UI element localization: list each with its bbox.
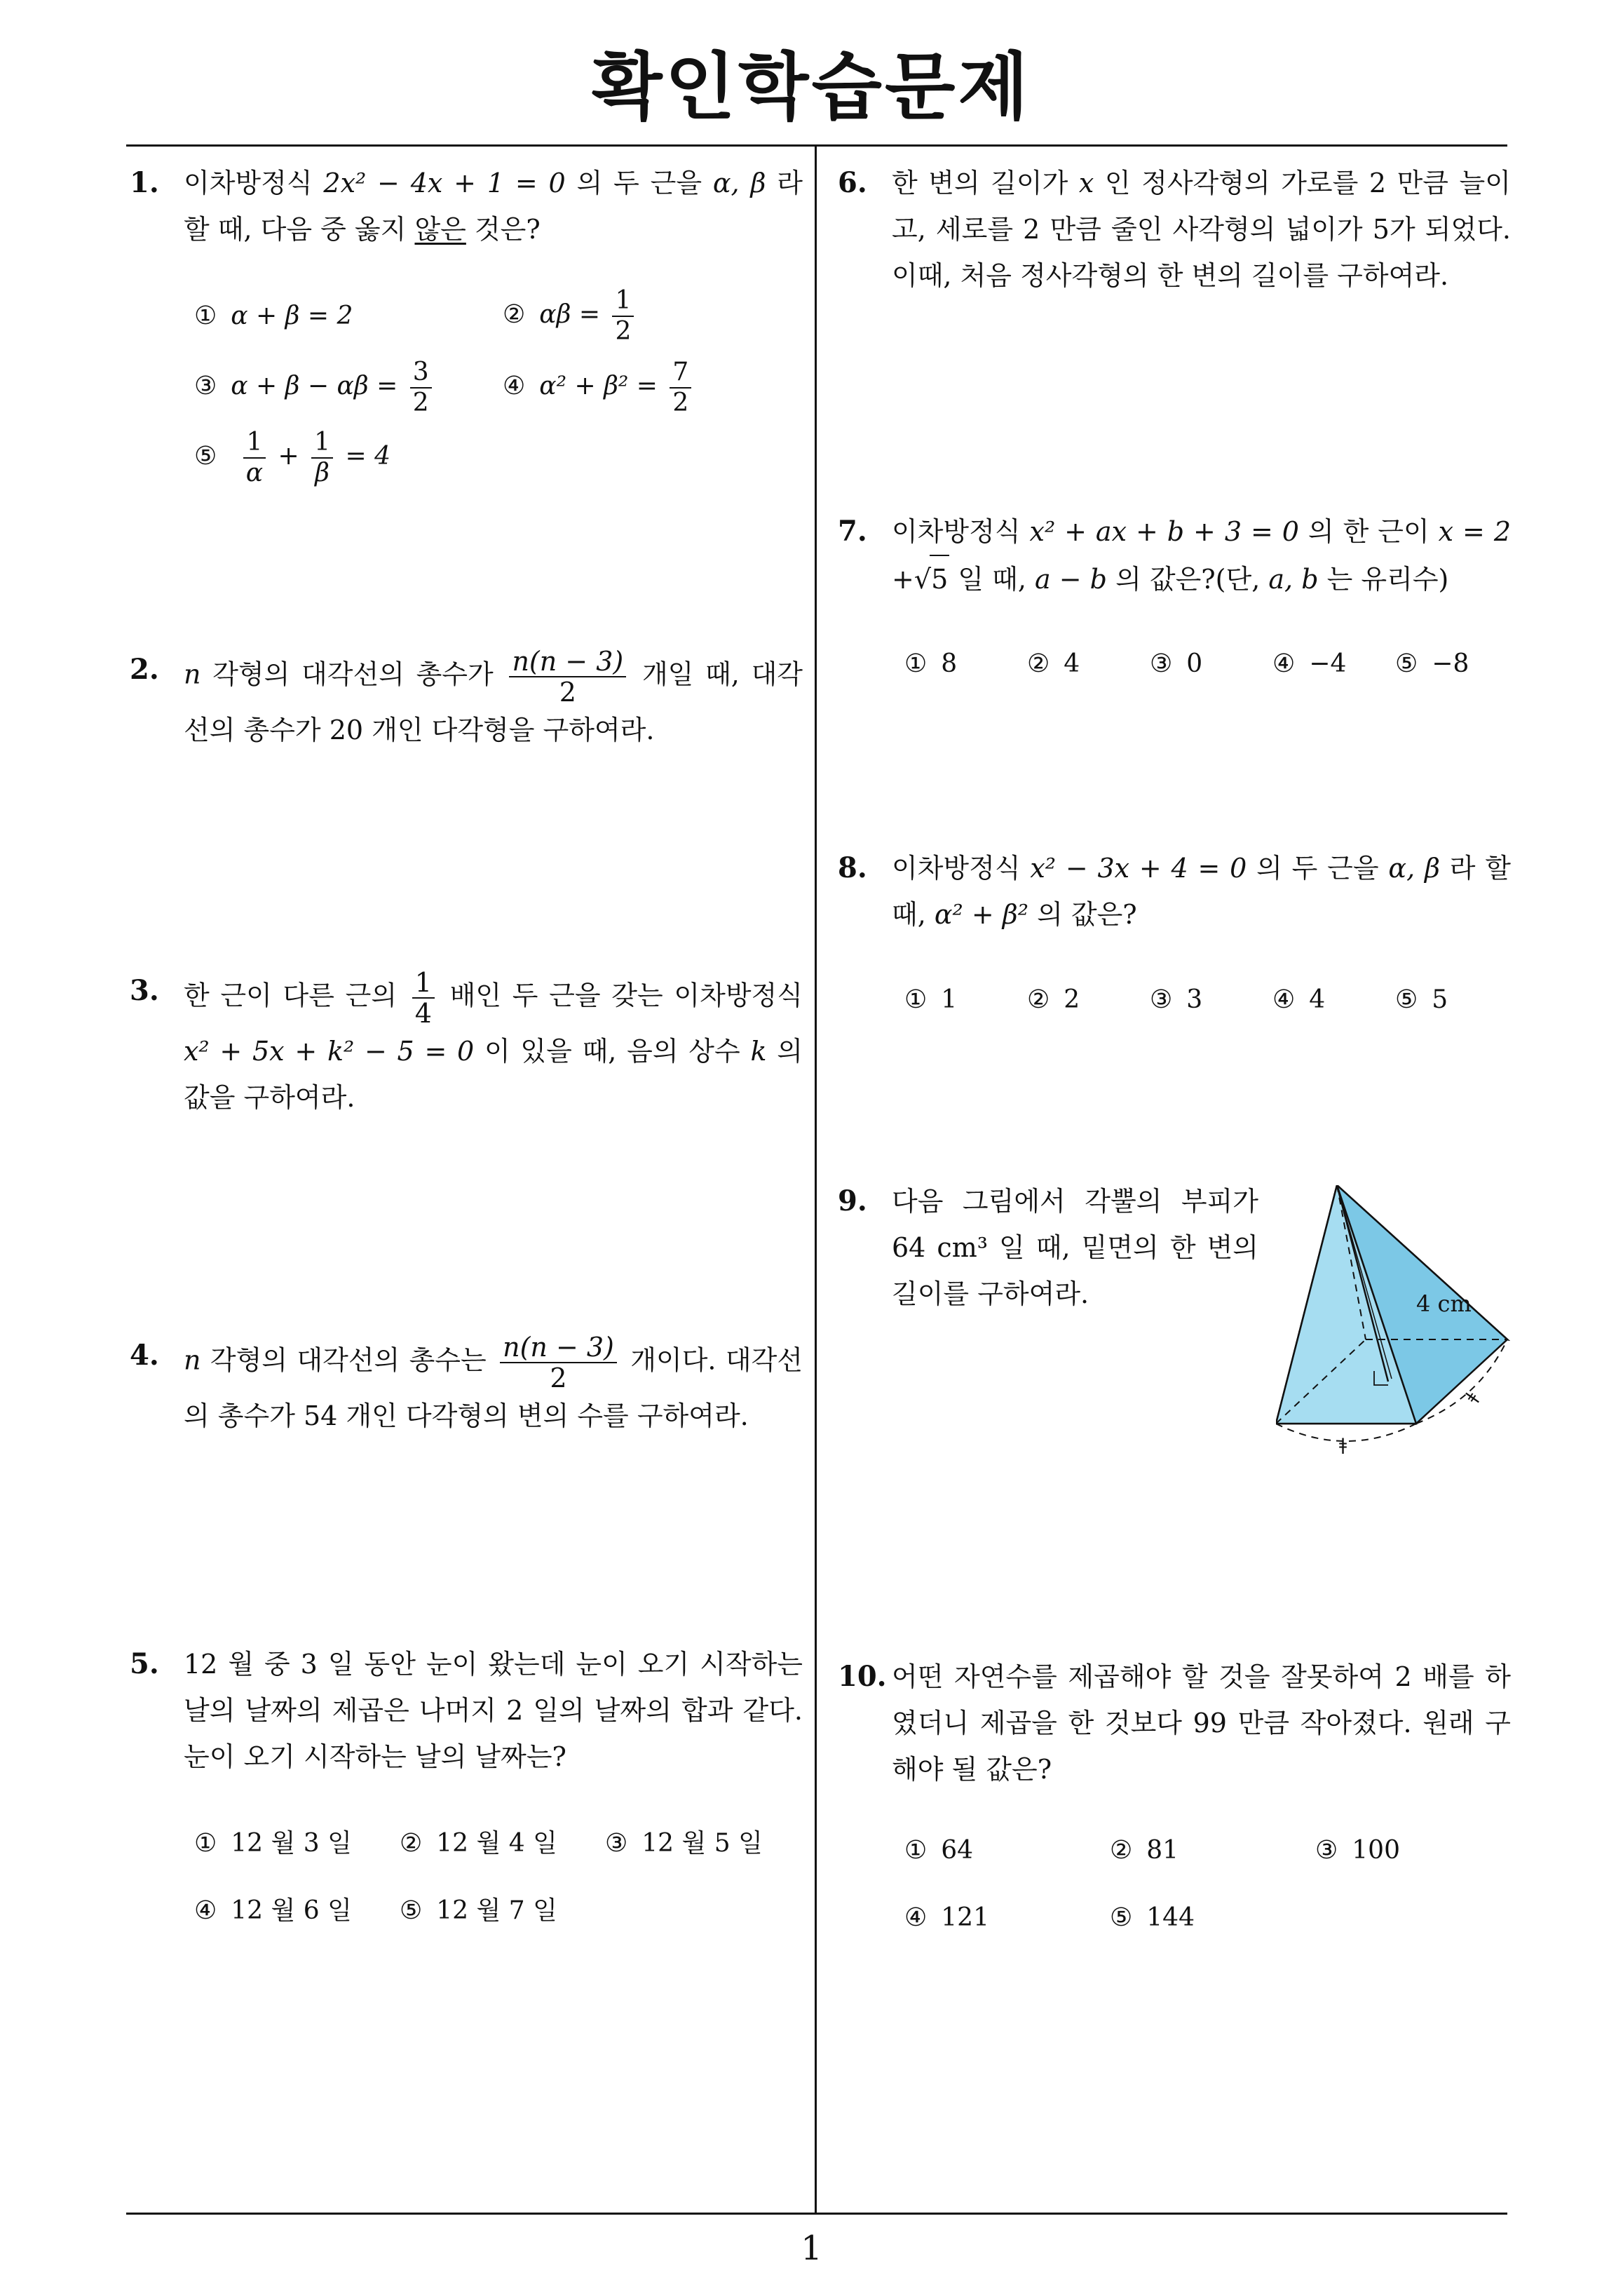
question-7-options xyxy=(904,649,1507,691)
question-text: 다음 그림에서 각뿔의 부피가 64 cm³ 일 때, 밑면의 한 변의 길이를 구하여라. xyxy=(892,1186,1258,1309)
option-4[interactable]: ④ 4 xyxy=(1272,985,1326,1014)
option-5[interactable]: ⑤ 12 월 7 일 xyxy=(400,1896,557,1925)
question-1 xyxy=(130,160,803,252)
tick-mark: ǂ xyxy=(1460,1388,1482,1406)
option-5[interactable]: ⑤ $\frac{1}{\alpha}$ + $\frac{1}{\beta}$ = 4 xyxy=(194,428,391,487)
fraction: $\frac{1}{4}$ xyxy=(412,968,435,1028)
fraction: $\frac{n(n - 3)}{2}$ xyxy=(509,647,626,707)
question-10 xyxy=(838,1654,1511,1792)
question-text: 어떤 자연수를 제곱해야 할 것을 잘못하여 2 배를 하였더니 제곱을 한 것보다 99 만큼 작아졌다. 원래 구해야 될 값은? xyxy=(892,1661,1511,1785)
question-number: 3. xyxy=(130,974,159,1007)
question-number: 2. xyxy=(130,653,159,686)
equation: x² + ax + b + 3 = 0 xyxy=(1029,516,1299,547)
question-8 xyxy=(838,845,1511,938)
option-2[interactable]: ② 2 xyxy=(1027,985,1080,1014)
footer-rule xyxy=(126,2213,1507,2215)
equation: 2x² − 4x + 1 = 0 xyxy=(323,168,566,198)
option-4[interactable]: ④ −4 xyxy=(1272,649,1347,678)
option-1[interactable]: ① α + β = 2 xyxy=(194,302,353,330)
question-2 xyxy=(130,647,803,753)
question-number: 1. xyxy=(130,166,159,199)
option-2[interactable]: ② 4 xyxy=(1027,649,1080,678)
question-number: 6. xyxy=(838,166,867,199)
height-label: 4 cm xyxy=(1416,1290,1472,1317)
fraction: $\frac{n(n - 3)}{2}$ xyxy=(500,1332,617,1393)
option-5[interactable]: ⑤ 144 xyxy=(1110,1903,1195,1932)
option-1[interactable]: ① 64 xyxy=(904,1836,974,1865)
question-number: 5. xyxy=(130,1647,159,1680)
question-text: 한 근이 다른 근의 $\frac{1}{4}$ 배인 두 근을 갖는 이차방정식 x² + 5x + k² − 5 = 0 이 있을 때, 음의 상수 k 의 값을 구하여라. xyxy=(184,967,803,1113)
option-4[interactable]: ④ 121 xyxy=(904,1903,989,1932)
page-number: 1 xyxy=(801,2229,822,2268)
question-6 xyxy=(838,160,1511,299)
question-text: 한 변의 길이가 x 인 정사각형의 가로를 2 만큼 늘이고, 세로를 2 만큼 줄인 사각형의 넓이가 5가 되었다. 이때, 처음 정사각형의 한 변의 길이를 구하여라. xyxy=(892,168,1511,291)
question-text: 이차방정식 x² + ax + b + 3 = 0 의 한 근이 x = 2 +√5 일 때, a − b 의 값은?(단, a, b 는 유리수) xyxy=(892,508,1511,602)
question-text: n 각형의 대각선의 총수가 $\frac{n(n - 3)}{2}$ 개일 때, 대각선의 총수가 20 개인 다각형을 구하여라. xyxy=(184,646,803,745)
question-7 xyxy=(838,508,1511,602)
option-3[interactable]: ③ 0 xyxy=(1150,649,1203,678)
question-number: 9. xyxy=(838,1184,867,1217)
option-2[interactable]: ② 12 월 4 일 xyxy=(400,1829,557,1858)
option-2[interactable]: ② αβ = $\frac{1}{2}$ xyxy=(503,286,638,346)
question-number: 7. xyxy=(838,515,867,548)
option-5[interactable]: ⑤ −8 xyxy=(1395,649,1469,678)
option-5[interactable]: ⑤ 5 xyxy=(1395,985,1448,1014)
header-rule xyxy=(126,144,1507,147)
question-5 xyxy=(130,1641,803,1780)
question-text: 이차방정식 2x² − 4x + 1 = 0 의 두 근을 α, β 라 할 때, 다음 중 옳지 않은 것은? xyxy=(184,168,803,245)
option-3[interactable]: ③ 100 xyxy=(1315,1836,1400,1865)
option-4[interactable]: ④ 12 월 6 일 xyxy=(194,1896,352,1925)
option-1[interactable]: ① 1 xyxy=(904,985,958,1014)
option-4[interactable]: ④ α² + β² = $\frac{7}{2}$ xyxy=(503,358,695,418)
equation: x² − 3x + 4 = 0 xyxy=(1030,853,1247,884)
question-number: 10. xyxy=(838,1660,887,1693)
option-1[interactable]: ① 12 월 3 일 xyxy=(194,1829,352,1858)
question-text: 12 월 중 3 일 동안 눈이 왔는데 눈이 오기 시작하는 날의 날짜의 제곱은 나머지 2 일의 날짜의 합과 같다. 눈이 오기 시작하는 날의 날짜는? xyxy=(184,1649,803,1772)
question-8-options xyxy=(904,985,1507,1027)
equation: x² + 5x + k² − 5 = 0 xyxy=(184,1036,475,1067)
question-9 xyxy=(838,1178,1258,1317)
page-title: 확인학습문제 xyxy=(592,44,1031,130)
question-text: 이차방정식 x² − 3x + 4 = 0 의 두 근을 α, β 라 할 때, α² + β² 의 값은? xyxy=(892,853,1511,930)
underlined-word: 않은 xyxy=(414,214,466,245)
question-5-options xyxy=(194,1823,797,1925)
tick-mark: ǂ xyxy=(1339,1435,1347,1454)
option-3[interactable]: ③ α + β − αβ = $\frac{3}{2}$ xyxy=(194,358,436,418)
column-divider xyxy=(815,146,817,2215)
option-3[interactable]: ③ 12 월 5 일 xyxy=(605,1829,763,1858)
question-number: 8. xyxy=(838,851,867,884)
question-10-options xyxy=(904,1836,1507,1934)
question-4 xyxy=(130,1332,803,1439)
option-3[interactable]: ③ 3 xyxy=(1150,985,1203,1014)
question-1-options xyxy=(194,286,797,505)
pyramid-figure xyxy=(1276,1185,1514,1459)
option-1[interactable]: ① 8 xyxy=(904,649,958,678)
question-3 xyxy=(130,968,803,1121)
question-text: n 각형의 대각선의 총수는 $\frac{n(n - 3)}{2}$ 개이다. 대각선의 총수가 54 개인 다각형의 변의 수를 구하여라. xyxy=(184,1332,803,1431)
option-2[interactable]: ② 81 xyxy=(1110,1836,1179,1865)
question-number: 4. xyxy=(130,1339,159,1372)
